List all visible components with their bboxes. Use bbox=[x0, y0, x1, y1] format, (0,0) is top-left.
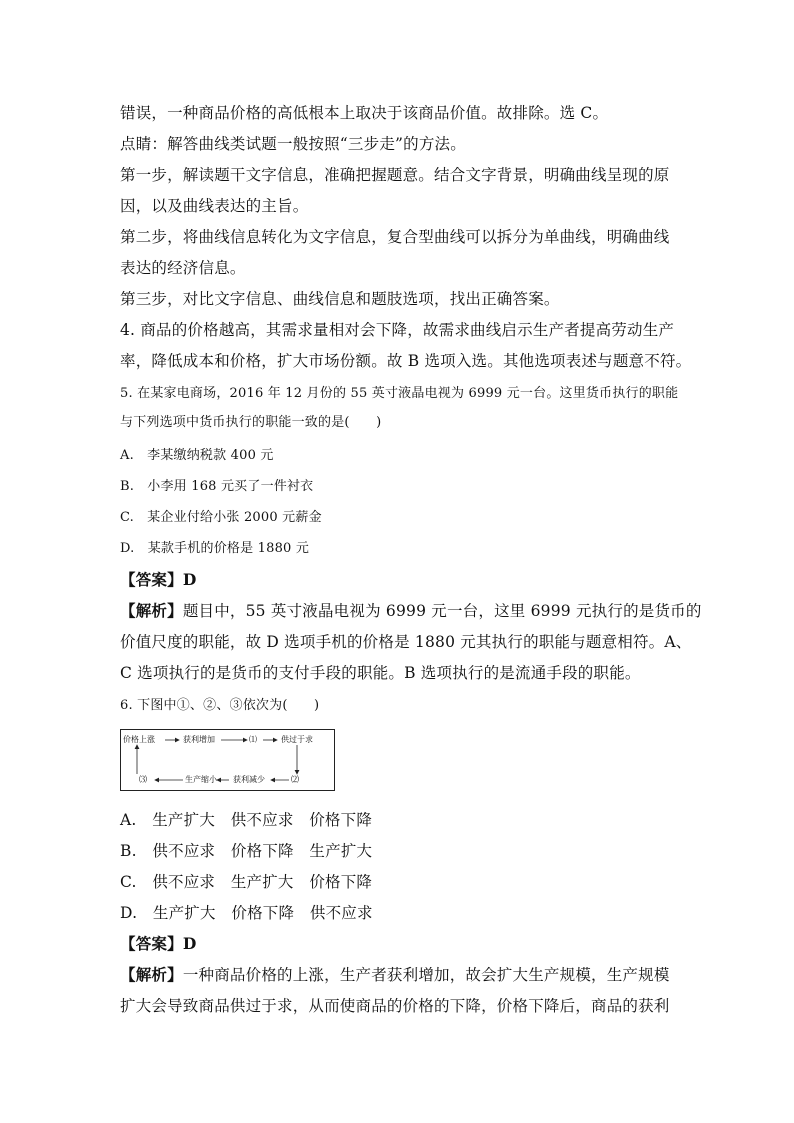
text-line: 点睛：解答曲线类试题一般按照“三步走”的方法。 bbox=[120, 135, 466, 153]
answer-label: 【答案】 bbox=[120, 934, 183, 953]
q5-option-c: C. 某企业付给小张 2000 元薪金 bbox=[120, 510, 322, 525]
q6-analysis-line: 扩大会导致商品供过于求，从而使商品的价格的下降，价格下降后，商品的获利 bbox=[120, 997, 670, 1015]
node-blank-1: ⑴ bbox=[249, 735, 257, 744]
q5-option-d: D. 某款手机的价格是 1880 元 bbox=[120, 541, 310, 556]
node-profit-up: 获利增加 bbox=[183, 735, 215, 744]
q5-stem: 5. 在某家电商场，2016 年 12 月份的 55 英寸液晶电视为 6999 元一台。这里货币执行的职能 bbox=[120, 386, 679, 401]
answer-value: D bbox=[182, 570, 197, 589]
text-line: 第二步，将曲线信息转化为文字信息，复合型曲线可以拆分为单曲线，明确曲线 bbox=[120, 228, 670, 246]
text-line: 因，以及曲线表达的主旨。 bbox=[120, 197, 309, 215]
analysis-text: 题目中，55 英寸液晶电视为 6999 元一台，这里 6999 元执行的是货币的 bbox=[182, 602, 702, 620]
q6-answer bbox=[120, 934, 690, 954]
q6-option-b: B. 供不应求 价格下降 生产扩大 bbox=[120, 842, 373, 860]
q5-analysis-line: C 选项执行的是货币的支付手段的职能。B 选项执行的是流通手段的职能。 bbox=[120, 664, 641, 682]
q5-answer bbox=[120, 570, 690, 590]
q5-analysis bbox=[120, 601, 702, 621]
analysis-label: 【解析】 bbox=[120, 965, 183, 984]
q6-option-a: A. 生产扩大 供不应求 价格下降 bbox=[120, 811, 373, 829]
q6-analysis bbox=[120, 965, 690, 985]
text-line: 第一步，解读题干文字信息，准确把握题意。结合文字背景，明确曲线呈现的原 bbox=[120, 166, 670, 184]
text-line: 4. 商品的价格越高，其需求量相对会下降，故需求曲线启示生产者提高劳动生产 bbox=[120, 321, 675, 339]
q6-option-d: D. 生产扩大 价格下降 供不应求 bbox=[120, 904, 373, 922]
node-production-shrink: 生产缩小 bbox=[185, 775, 217, 784]
text-line: 第三步，对比文字信息、曲线信息和题肢选项，找出正确答案。 bbox=[120, 290, 560, 308]
node-blank-3: ⑶ bbox=[139, 775, 147, 784]
node-profit-down: 获利减少 bbox=[233, 775, 265, 784]
answer-value: D bbox=[182, 934, 197, 953]
node-blank-2: ⑵ bbox=[291, 775, 299, 784]
q5-option-b: B. 小李用 168 元买了一件衬衣 bbox=[120, 479, 314, 494]
q5-stem: 与下列选项中货币执行的职能一致的是( ) bbox=[120, 415, 382, 430]
q5-option-a: A. 李某缴纳税款 400 元 bbox=[120, 448, 274, 463]
answer-label: 【答案】 bbox=[120, 570, 183, 589]
q6-option-c: C. 供不应求 生产扩大 价格下降 bbox=[120, 873, 373, 891]
analysis-text: 一种商品价格的上涨，生产者获利增加，故会扩大生产规模，生产规模 bbox=[182, 966, 670, 984]
text-line: 率，降低成本和价格，扩大市场份额。故 B 选项入选。其他选项表述与题意不符。 bbox=[120, 352, 692, 370]
flow-diagram bbox=[120, 729, 335, 791]
text-line: 表达的经济信息。 bbox=[120, 259, 246, 277]
text-line: 错误，一种商品价格的高低根本上取决于该商品价值。故排除。选 C。 bbox=[120, 104, 609, 122]
q6-stem: 6. 下图中①、②、③依次为( ) bbox=[120, 698, 320, 713]
analysis-label: 【解析】 bbox=[120, 601, 183, 620]
q5-analysis-line: 价值尺度的职能，故 D 选项手机的价格是 1880 元其执行的职能与题意相符。A、 bbox=[120, 633, 692, 651]
node-supply-exceeds: 供过于求 bbox=[281, 735, 313, 744]
node-price-up: 价格上涨 bbox=[123, 735, 155, 744]
